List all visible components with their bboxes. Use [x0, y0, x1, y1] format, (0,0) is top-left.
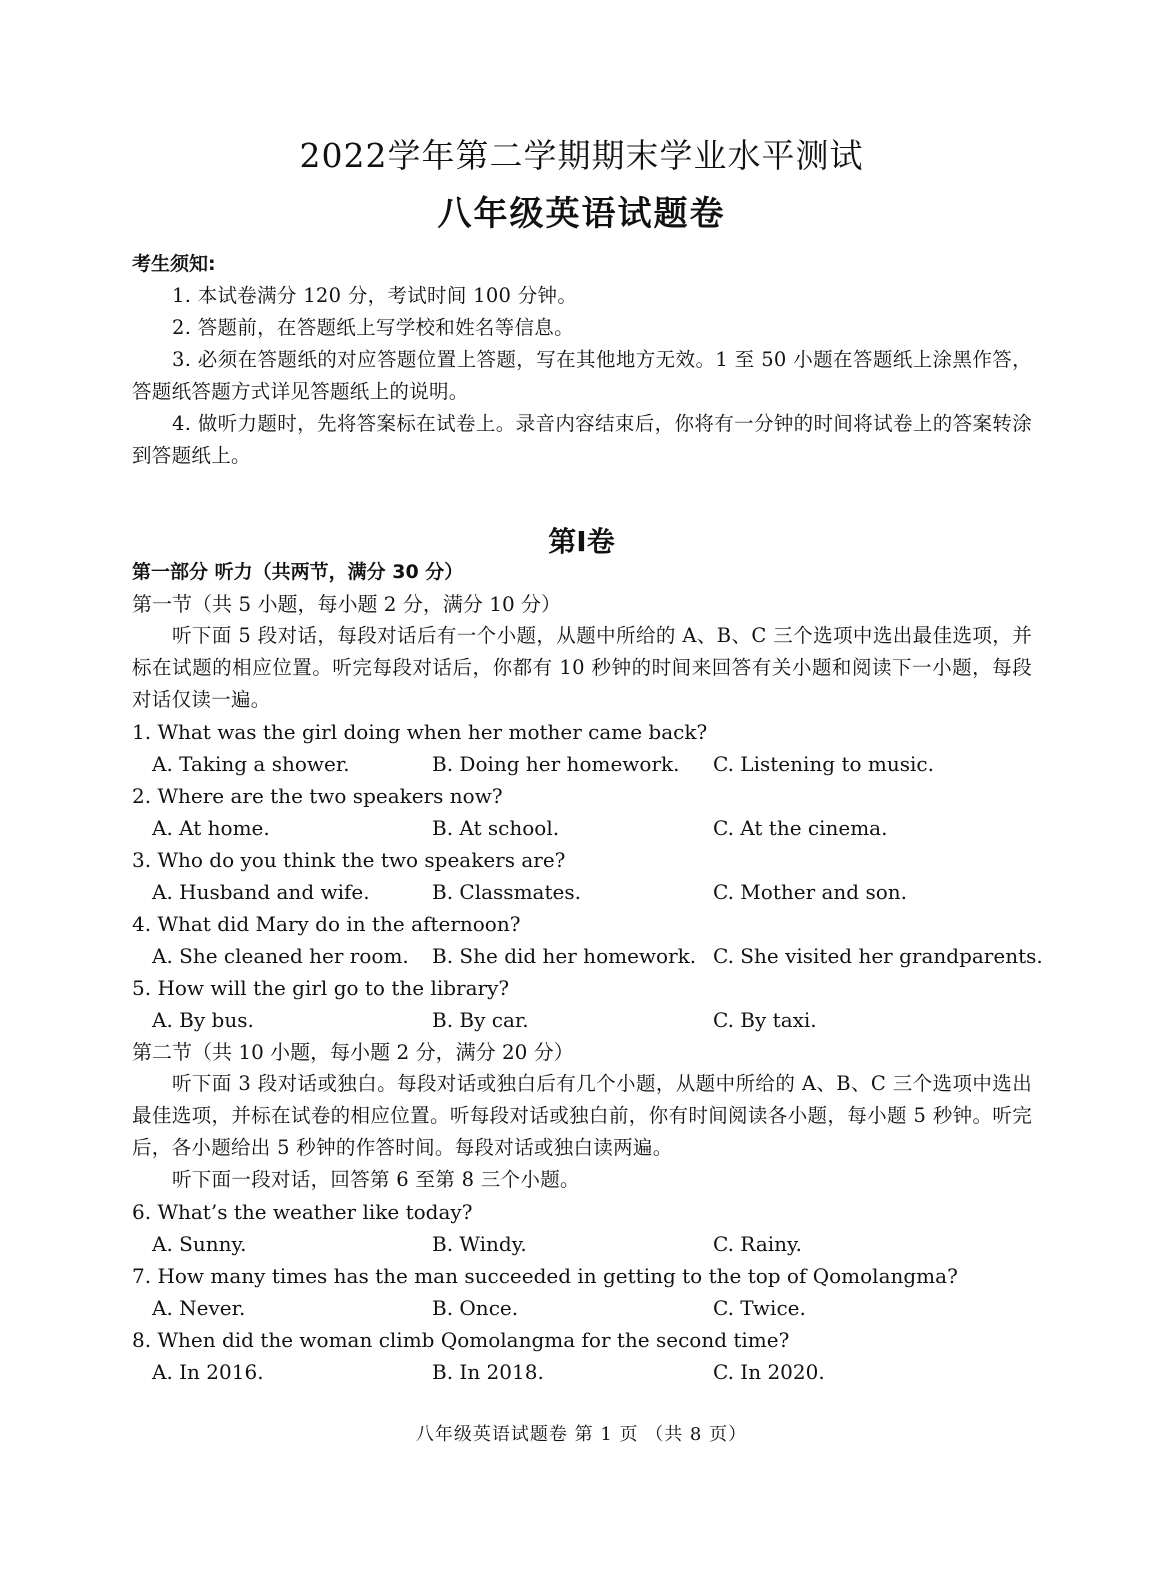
question-options — [132, 876, 1032, 908]
option-b: B. Windy. — [432, 1232, 527, 1256]
question-group-1 — [132, 716, 1043, 1036]
question-options — [132, 1004, 1032, 1036]
question-text: 8. When did the woman climb Qomolangma for the second time? — [132, 1328, 790, 1352]
notice-list — [132, 280, 1032, 472]
question-text: 6. What’s the weather like today? — [132, 1200, 473, 1224]
notice-heading: 考生须知: — [132, 253, 216, 275]
option-c: C. Rainy. — [713, 1232, 803, 1256]
question-options — [132, 812, 1032, 844]
exam-subtitle: 八年级英语试题卷 — [437, 194, 726, 234]
section-heading: 第二节（共 10 小题，每小题 2 分，满分 20 分） — [132, 1040, 574, 1064]
option-a: A. Sunny. — [152, 1232, 247, 1256]
option-b: B. She did her homework. — [432, 944, 697, 968]
exam-title: 2022学年第二学期期末学业水平测试 — [299, 136, 864, 175]
question-options — [132, 940, 1043, 972]
question-options — [132, 748, 1032, 780]
option-c: C. In 2020. — [713, 1360, 825, 1384]
option-c: C. By taxi. — [713, 1008, 817, 1032]
option-b: B. By car. — [432, 1008, 529, 1032]
question-text: 1. What was the girl doing when her mother came back? — [132, 720, 708, 744]
option-c: C. Twice. — [713, 1296, 806, 1320]
section-instructions: 听下面 3 段对话或独白。每段对话或独白后有几个小题，从题中所给的 A、B、C 三个选项中选出最佳选项，并标在试卷的相应位置。听每段对话或独白前，你有时间阅读各小题，每小题 5 秒钟。听完后，各小题给出 5 秒钟的作答时间。每段对话或独白读两遍。 — [132, 1072, 1032, 1159]
question-text: 5. How will the girl go to the library? — [132, 976, 510, 1000]
option-a: A. Never. — [152, 1296, 246, 1320]
question-options — [132, 1356, 1032, 1388]
option-a: A. By bus. — [152, 1008, 254, 1032]
page-footer: 八年级英语试题卷 第 1 页 （共 8 页） — [415, 1424, 748, 1445]
option-b: B. In 2018. — [432, 1360, 544, 1384]
option-b: B. Once. — [432, 1296, 519, 1320]
notice-item: 1. 本试卷满分 120 分，考试时间 100 分钟。 — [172, 284, 578, 307]
option-c: C. Mother and son. — [713, 880, 908, 904]
volume-title: 第I卷 — [548, 525, 615, 558]
part-heading: 第一部分 听力（共两节，满分 30 分） — [132, 561, 464, 583]
section-instructions: 听下面 5 段对话，每段对话后有一个小题，从题中所给的 A、B、C 三个选项中选出最佳选项，并标在试题的相应位置。听完每段对话后，你都有 10 秒钟的时间来回答有关小题和阅读下一小题，每段对话仅读一遍。 — [132, 624, 1032, 711]
option-a: A. She cleaned her room. — [152, 944, 409, 968]
question-text: 3. Who do you think the two speakers are? — [132, 848, 566, 872]
question-options — [132, 1228, 1032, 1260]
option-a: A. Taking a shower. — [152, 752, 350, 776]
option-a: A. At home. — [152, 816, 270, 840]
section-heading: 第一节（共 5 小题，每小题 2 分，满分 10 分） — [132, 592, 562, 616]
question-text: 4. What did Mary do in the afternoon? — [132, 912, 521, 936]
question-group-2 — [132, 1196, 1032, 1388]
option-c: C. She visited her grandparents. — [713, 944, 1043, 968]
notice-item: 2. 答题前，在答题纸上写学校和姓名等信息。 — [172, 316, 574, 339]
option-a: A. In 2016. — [152, 1360, 264, 1384]
sub-instruction: 听下面一段对话，回答第 6 至第 8 三个小题。 — [172, 1168, 580, 1191]
option-b: B. Doing her homework. — [432, 752, 680, 776]
option-c: C. At the cinema. — [713, 816, 888, 840]
question-text: 7. How many times has the man succeeded in getting to the top of Qomolangma? — [132, 1264, 958, 1288]
option-a: A. Husband and wife. — [152, 880, 370, 904]
question-options — [132, 1292, 1032, 1324]
option-b: B. At school. — [432, 816, 560, 840]
notice-item: 3. 必须在答题纸的对应答题位置上答题，写在其他地方无效。1 至 50 小题在答题纸上涂黑作答，答题纸答题方式详见答题纸上的说明。 — [132, 348, 1032, 403]
listening-part — [132, 556, 1043, 1388]
option-c: C. Listening to music. — [713, 752, 934, 776]
question-text: 2. Where are the two speakers now? — [132, 784, 503, 808]
option-b: B. Classmates. — [432, 880, 581, 904]
notice-item: 4. 做听力题时，先将答案标在试卷上。录音内容结束后，你将有一分钟的时间将试卷上的答案转涂到答题纸上。 — [132, 412, 1032, 467]
